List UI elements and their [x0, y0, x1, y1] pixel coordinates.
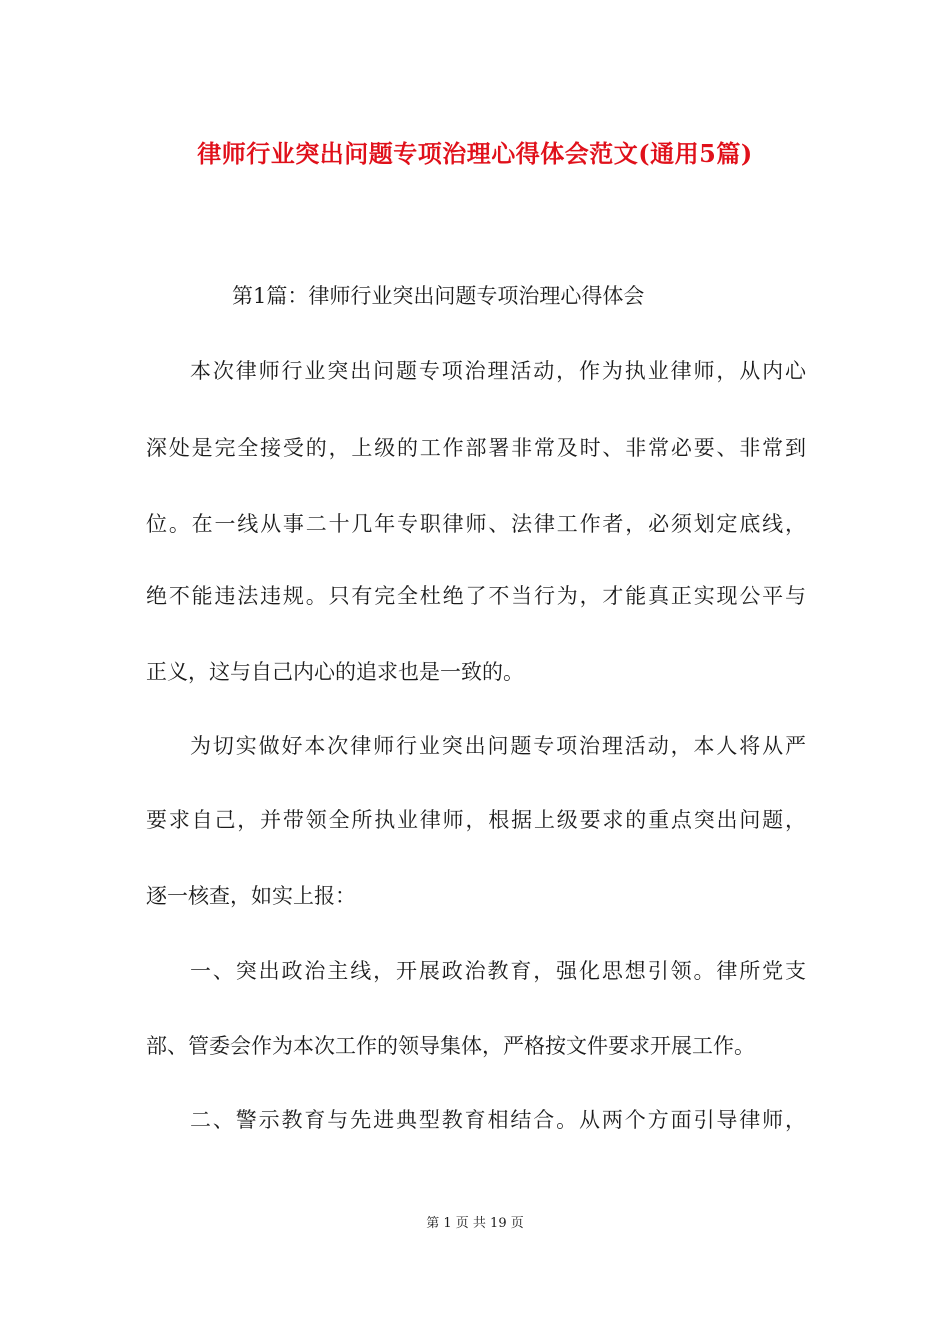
- paragraph-line: 为切实做好本次律师行业突出问题专项治理活动，本人将从严: [190, 734, 806, 758]
- paragraph-line: 正义，这与自己内心的追求也是一致的。: [146, 660, 524, 684]
- paragraph-line: 深处是完全接受的，上级的工作部署非常及时、非常必要、非常到: [146, 436, 806, 460]
- paragraph-line: 本次律师行业突出问题专项治理活动，作为执业律师，从内心: [190, 359, 806, 383]
- paragraph-line: 一、突出政治主线，开展政治教育，强化思想引领。律所党支: [190, 959, 806, 983]
- paragraph-line: 逐一核查，如实上报：: [146, 884, 356, 908]
- paragraph-line: 绝不能违法违规。只有完全杜绝了不当行为，才能真正实现公平与: [146, 584, 806, 608]
- document-title: 律师行业突出问题专项治理心得体会范文(通用5篇): [197, 139, 753, 168]
- paragraph-line: 位。在一线从事二十几年专职律师、法律工作者，必须划定底线，: [146, 512, 806, 536]
- paragraph-line: 要求自己，并带领全所执业律师，根据上级要求的重点突出问题，: [146, 808, 806, 832]
- section-heading: 第1篇：律师行业突出问题专项治理心得体会: [232, 284, 645, 308]
- paragraph-line: 部、管委会作为本次工作的领导集体，严格按文件要求开展工作。: [146, 1034, 755, 1058]
- paragraph-line: 二、警示教育与先进典型教育相结合。从两个方面引导律师，: [190, 1108, 806, 1132]
- page-footer: 第 1 页 共 19 页: [426, 1216, 524, 1231]
